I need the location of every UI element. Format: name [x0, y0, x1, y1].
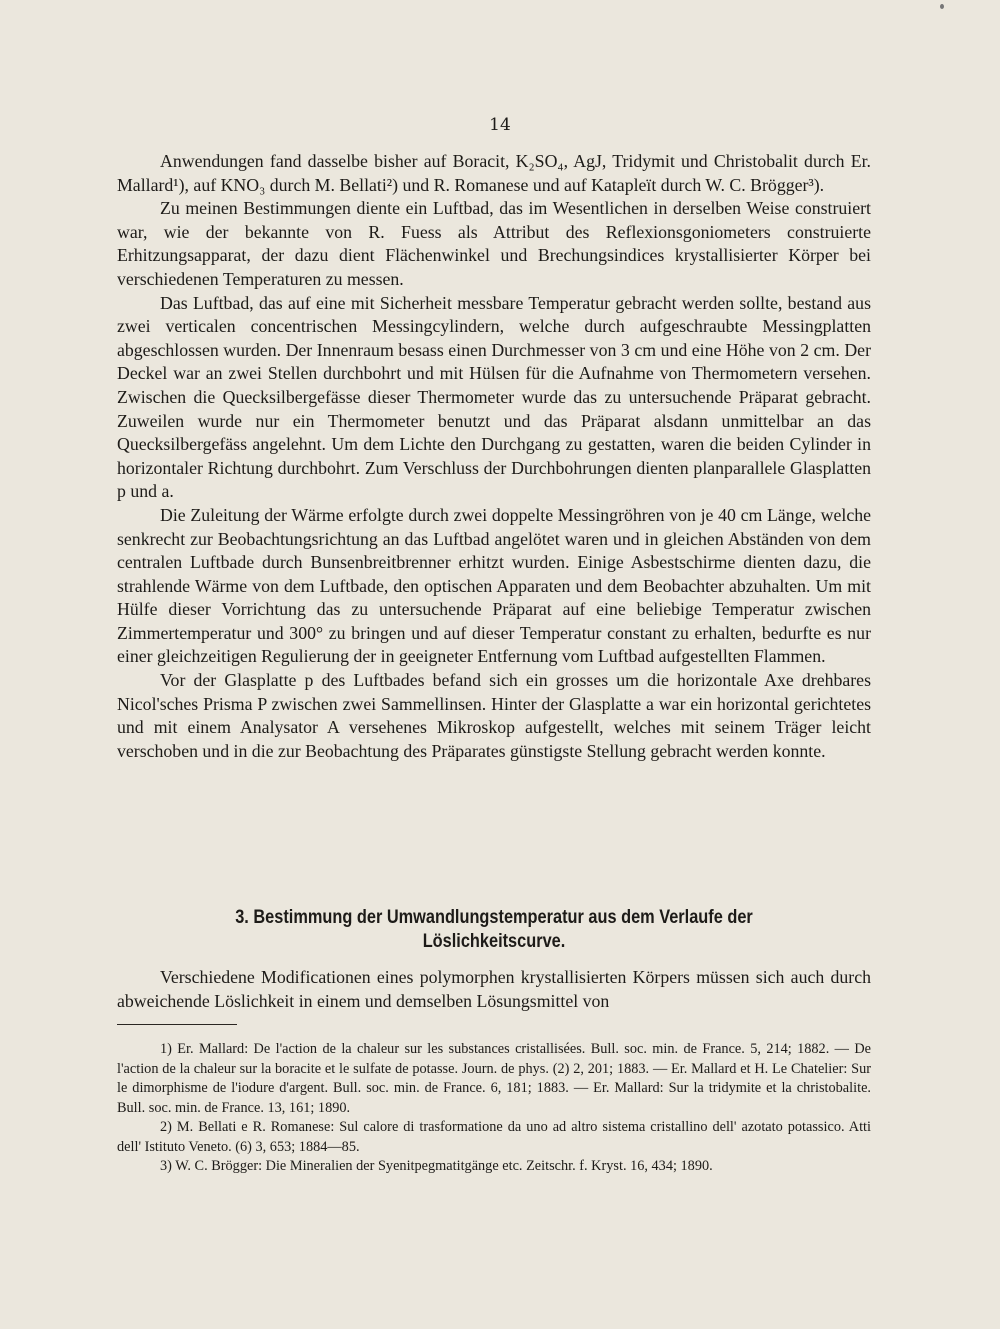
footnote: 3) W. C. Brögger: Die Mineralien der Syenitpegmatitgänge etc. Zeitschr. f. Kryst. 16, 434; 1890. — [160, 1158, 713, 1174]
page-number: 14 — [489, 115, 511, 135]
footnote: 2) M. Bellati e R. Romanese: Sul calore di trasformatione da uno ad altro sistema cristallino dell' azotato potassico. Atti dell' Istituto Veneto. (6) 3, 653; 1884—85. — [117, 1119, 871, 1155]
paragraph: Vor der Glasplatte p des Luftbades befand sich ein grosses um die horizontale Axe drehbares Nicol'sches Prisma P zwischen zwei Sammellinsen. Hinter der Glasplatte a war ein horizontal gerichtetes und mit einem Analysator A versehenes Mikroskop aufgestellt, welches mit seinem Träger leicht verschoben und in die zur Beobachtung des Präparates günstigste Stellung gebracht werden konnte. — [117, 670, 871, 761]
section-heading — [170, 906, 818, 954]
section-heading-line: 3. Bestimmung der Umwandlungstemperatur aus dem Verlaufe der — [235, 907, 753, 928]
paragraph: Verschiedene Modificationen eines polymorphen krystallisierten Körpers müssen sich auch durch abweichende Löslichkeit in einem und demselben Lösungsmittel von — [117, 967, 871, 1011]
scan-speck — [940, 4, 944, 9]
footnote: 1) Er. Mallard: De l'action de la chaleur sur les substances cristallisées. Bull. soc. min. de France. 5, 214; 1882. — De l'action de la chaleur sur la boracite et le sulfate de potasse. Journ. de phys. (2) 2, 201; 1883. — Er. Mallard et H. Le Chatelier: Sur le dimorphisme de l'iodure d'argent. Bull. soc. min. de France. 6, 181; 1883. — Er. Mallard: Sur la tridymite et la christobalite. Bull. soc. min. de France. 13, 161; 1890. — [117, 1041, 871, 1116]
paragraph: Das Luftbad, das auf eine mit Sicherheit messbare Temperatur gebracht werden sollte, bestand aus zwei verticalen concentrischen Messingcylindern, welche durch aufgeschraubte Messingplatten abgeschlossen wurden. Der Innenraum besass einen Durchmesser von 3 cm und eine Höhe von 2 cm. Der Deckel war an zwei Stellen durchbohrt und mit Hülsen für die Aufnahme von Thermometern versehen. Zwischen die Quecksilbergefässe dieser Thermometer wurde das zu untersuchende Präparat gebracht. Zuweilen wurde nur ein Thermometer benutzt und das Präparat alsdann unmittelbar an das Quecksilbergefäss angelehnt. Um dem Lichte den Durchgang zu gestatten, waren die beiden Cylinder in horizontaler Richtung durchbohrt. Zum Verschluss der Durchbohrungen dienten planparallele Glasplatten p und a. — [117, 292, 871, 502]
footnote-rule — [117, 1024, 237, 1025]
footnotes — [117, 1040, 871, 1177]
main-text — [117, 150, 871, 763]
paragraph: Die Zuleitung der Wärme erfolgte durch zwei doppelte Messingröhren von je 40 cm Länge, welche senkrecht zur Beobachtungsrichtung an das Luftbad angelötet waren und in gleichen Abständen von dem centralen Luftbade durch Bunsenbreitbrenner erhitzt wurden. Einige Asbestschirme dienten dazu, die strahlende Wärme von dem Luftbade, den optischen Apparaten und dem Beobachter abzuhalten. Um mit Hülfe dieser Vorrichtung das zu untersuchende Präparat auf eine beliebige Temperatur zwischen Zimmertemperatur und 300° zu bringen und auf dieser Temperatur constant zu erhalten, bedurfte es nur einer gleichzeitigen Regulierung der in geeigneter Entfernung vom Luftbad aufgestellten Flammen. — [117, 504, 871, 667]
paragraph: Anwendungen fand dasselbe bisher auf Boracit, K₂SO₄, AgJ, Tridymit und Christobalit durch Er. Mallard¹), auf KNO₃ durch M. Bellati²) und R. Romanese und auf Katapleït durch W. C. Brögger³). — [117, 151, 871, 195]
paragraph: Zu meinen Bestimmungen diente ein Luftbad, das im Wesentlichen in derselben Weise construiert war, wie der bekannte von R. Fuess als Attribut des Reflexionsgoniometers construierte Erhitzungsapparat, der dazu dient Flächenwinkel und Brechungsindices krystallisierter Körper bei verschiedenen Temperaturen zu messen. — [117, 198, 871, 289]
section-text — [117, 966, 871, 1013]
section-heading-line: Löslichkeitscurve. — [422, 931, 566, 952]
